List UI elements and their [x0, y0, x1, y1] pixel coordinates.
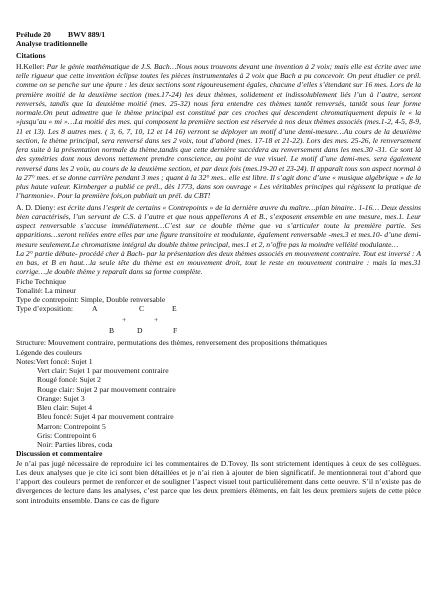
legend-item: Rougé foncé: Sujet 2: [37, 375, 101, 385]
contrepoint-line: Type de contrepoint: Simple, Double renversable: [16, 295, 166, 304]
legend-item: Notes:Vert foncé: Sujet 1: [16, 356, 93, 366]
dieny-citation-part2: La 2° partie débute- procédé cher à Bach- par la présentation des deux thèmes associés en mouvement contraire. Tout est inversé : A en bas, et B en haut…la seule tête du thème est en mouvement droit, tout le reste en mouvement contraire : mais la mes.31 corrige…,le double thème y reparaît dans sa forme complète.: [16, 248, 421, 277]
expo-letter-d: D: [137, 326, 143, 336]
citations-heading: Citations: [16, 50, 46, 60]
discussion-heading: Discussion et commentaire: [16, 449, 103, 459]
document-header: [16, 30, 421, 39]
legend-item: Orange: Sujet 3: [37, 393, 85, 403]
analysis-subtitle: Analyse traditionnelle: [16, 39, 88, 49]
dieny-citation: [16, 203, 421, 249]
keller-label: H.Keller:: [16, 61, 45, 71]
dieny-text: est écrite dans l’esprit de certains « Contrepoints » de la dernière œuvre du maître…plan binaire.. 1-16… Deux dessins bien caractérisés, l’un servant de C.S. à l’autre et que nous appellerons A et B., s’exposent ensemble en une mesure, mes.1. Leur aspect renversable s’accuse immédiatement…C’est sur ce double thème que va s’articuler toute la première partie. Ses apparitions…seront reliées entre elles par une figure transitoire et modulante, également renversable -mes.3 et mes.10- d’une demi-mesure seulement.Le chromatisme intégral du double thème principal, mes.1 et 2, n’offre pas la moindre velléité modulante…: [16, 202, 421, 249]
legend-item: Noir: Parties libres, coda: [37, 440, 113, 449]
keller-citation: [16, 62, 421, 201]
expo-letter-e: E: [172, 304, 177, 314]
expo-letter-a: A: [92, 304, 98, 314]
discussion-text: Je n’ai pas jugé nécessaire de reproduire ici les commentaires de D.Tovey. Ils sont strictement identiques à ceux de ses collègues. Les deux analyses que je cite ici sont bien détaillées et je n’ai rien à ajouter de bien significatif. Je mentionnerai tout d’abord que l’apport des couleurs permet de renforcer et de souligner l’aspect visuel tout particulièrement dans cette oeuvre. S’il n’existe pas de divergences de lecture dans les analyses, c’est parce que les deux premiers éléments, en fait les deux premiers sujets de cette pièce sont introduits ensemble. Dans ce cas de figure: [16, 458, 421, 505]
notes-label: Notes:: [16, 356, 36, 366]
fiche-heading: Fiche Technique: [16, 276, 67, 286]
expo-letter-f: F: [173, 326, 178, 336]
expo-letter-b: B: [109, 326, 115, 336]
tonalite-line: Tonalité: La mineur: [16, 285, 77, 295]
legend-item: Bleu clair: Sujet 4: [37, 403, 93, 412]
fiche-technique: [16, 277, 421, 357]
color-legend: [16, 357, 421, 450]
bwv-number: BWV 889/1: [68, 30, 106, 39]
expo-plus-2: +: [154, 315, 159, 325]
prelude-title: Prélude 20: [16, 30, 51, 39]
legend-item: Vert clair: Sujet 1 par mouvement contraire: [37, 366, 169, 375]
keller-text: Par le génie mathématique de J.S. Bach…Nous nous trouvons devant une invention à 2 voix; mais elle est écrite avec une telle rigueur que cette invention éclipse toutes les pièces instrumentales à 2 voix que Bach a pu concevoir. On peut étudier ce prél. comme on se penche sur une épure : les deux sections sont rigoureusement égales, chacune d’elles s’étendant sur 16 mes. Lors de la première moitié de la deuxième section (mes.17-24) les deux thèmes, solidement et indissolublement liés l’un à l’autre, seront renversés, tandis que la deuxième moitié (mes. 25-32) nous fera entendre ces thèmes tantôt renversés, tantôt sous leur forme normale.On peut admettre que le thème principal est constitué par ces croches qui descendent chromatiquement depuis le « la »jusqu’au « mi »…La moitié des mes. qui composent la première section est réservée à nos deux thèmes associés (mes.1-2, 4-5, 8-9, 11 et 13). Les 8 autres mes. ( 3, 6, 7, 10, 12 et 14 16) verront se déployer un motif d’une demi-mesure…Au cours de la deuxième section, le thème principal, sera renversé dans ses 2 voix, tout d’abord (mes. 17-18 et 21-22). Lors des mes. 25-26, le renversement fera suite à la présentation normale du thème,tandis que cette dernière succédera au renversement dans les mes.30 -31. Ce sont là des symétries dont nous devons nettement prendre conscience, au point de vue visuel. Le motif d’une demi-mes. sera également renversé dans les 2 voix, au cours de la deuxième section, et par deux fois (mes.19-20 et 23-24). Il apparaît tous son aspect normal à la 27° mes. et se donne carrière pendant 3 mes ; quant à la 32° mes.. elle est libre. Il s’agit donc d’une « musique algébrique » de la plus haute valeur. Kirnberger a publié ce prél., dès 1773, dans son ouvrage « Les véritables principes qui régissent la pratique de l’harmonie». Pour la première fois,on publiait un prél. du CBT!: [16, 61, 422, 201]
structure-line: Structure: Mouvement contraire, permutations des thèmes, renversement des propositions thématiques: [16, 338, 328, 348]
legend-item: Gris: Contrepoint 6: [37, 430, 97, 440]
legende-line: Légende des couleurs: [16, 347, 82, 357]
dieny-label: A. D. Dieny:: [16, 202, 56, 212]
exposition-diagram: [16, 304, 421, 338]
legend-item: Rouge clair: Sujet 2 par mouvement contraire: [37, 384, 176, 394]
expo-plus-1: +: [122, 315, 127, 325]
legend-item: Marron: Contrepoint 5: [37, 421, 106, 431]
legend-item: Bleu foncé: Sujet 4 par mouvement contraire: [37, 412, 174, 422]
expo-letter-c: C: [139, 304, 145, 314]
exposition-label: Type d’exposition:: [16, 304, 74, 314]
